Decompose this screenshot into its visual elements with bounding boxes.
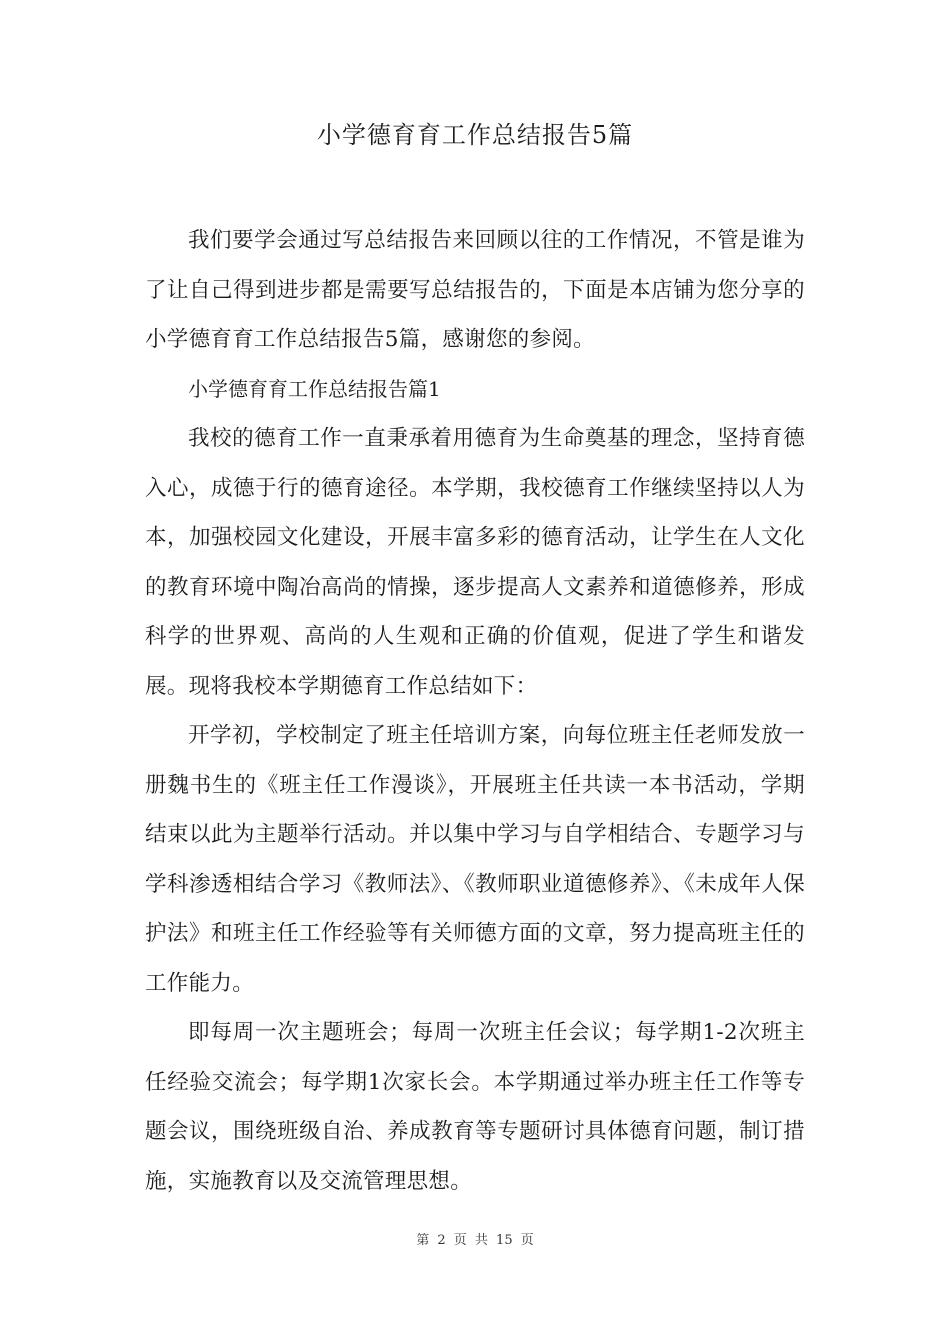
- intro-paragraph: 我们要学会通过写总结报告来回顾以往的工作情况，不管是谁为了让自己得到进步都是需要写总结报告的，下面是本店铺为您分享的小学德育育工作总结报告5篇，感谢您的参阅。: [145, 228, 805, 352]
- body-paragraph: 即每周一次主题班会；每周一次班主任会议；每学期1-2次班主任经验交流会；每学期1次家长会。本学期通过举办班主任工作等专题会议，围绕班级自治、养成教育等专题研讨具体德育问题，制订措施，实施教育以及交流管理思想。: [145, 1020, 805, 1194]
- document-body: [145, 216, 805, 1206]
- page-title: 小学德育育工作总结报告5篇: [316, 121, 634, 149]
- body-paragraph: 我校的德育工作一直秉承着用德育为生命奠基的理念，坚持育德入心，成德于行的德育途径。本学期，我校德育工作继续坚持以人为本，加强校园文化建设，开展丰富多彩的德育活动，让学生在人文化的教育环境中陶冶高尚的情操，逐步提高人文素养和道德修养，形成科学的世界观、高尚的人生观和正确的价值观，促进了学生和谐发展。现将我校本学期德育工作总结如下：: [145, 426, 805, 699]
- page-number-footer: 第 2 页 共 15 页: [416, 1233, 534, 1248]
- section-heading: 小学德育育工作总结报告篇1: [188, 376, 441, 401]
- body-paragraph: 开学初，学校制定了班主任培训方案，向每位班主任老师发放一册魏书生的《班主任工作漫谈》，开展班主任共读一本书活动，学期结束以此为主题举行活动。并以集中学习与自学相结合、专题学习与学科渗透相结合学习《教师法》、《教师职业道德修养》、《未成年人保护法》和班主任工作经验等有关师德方面的文章，努力提高班主任的工作能力。: [145, 723, 805, 996]
